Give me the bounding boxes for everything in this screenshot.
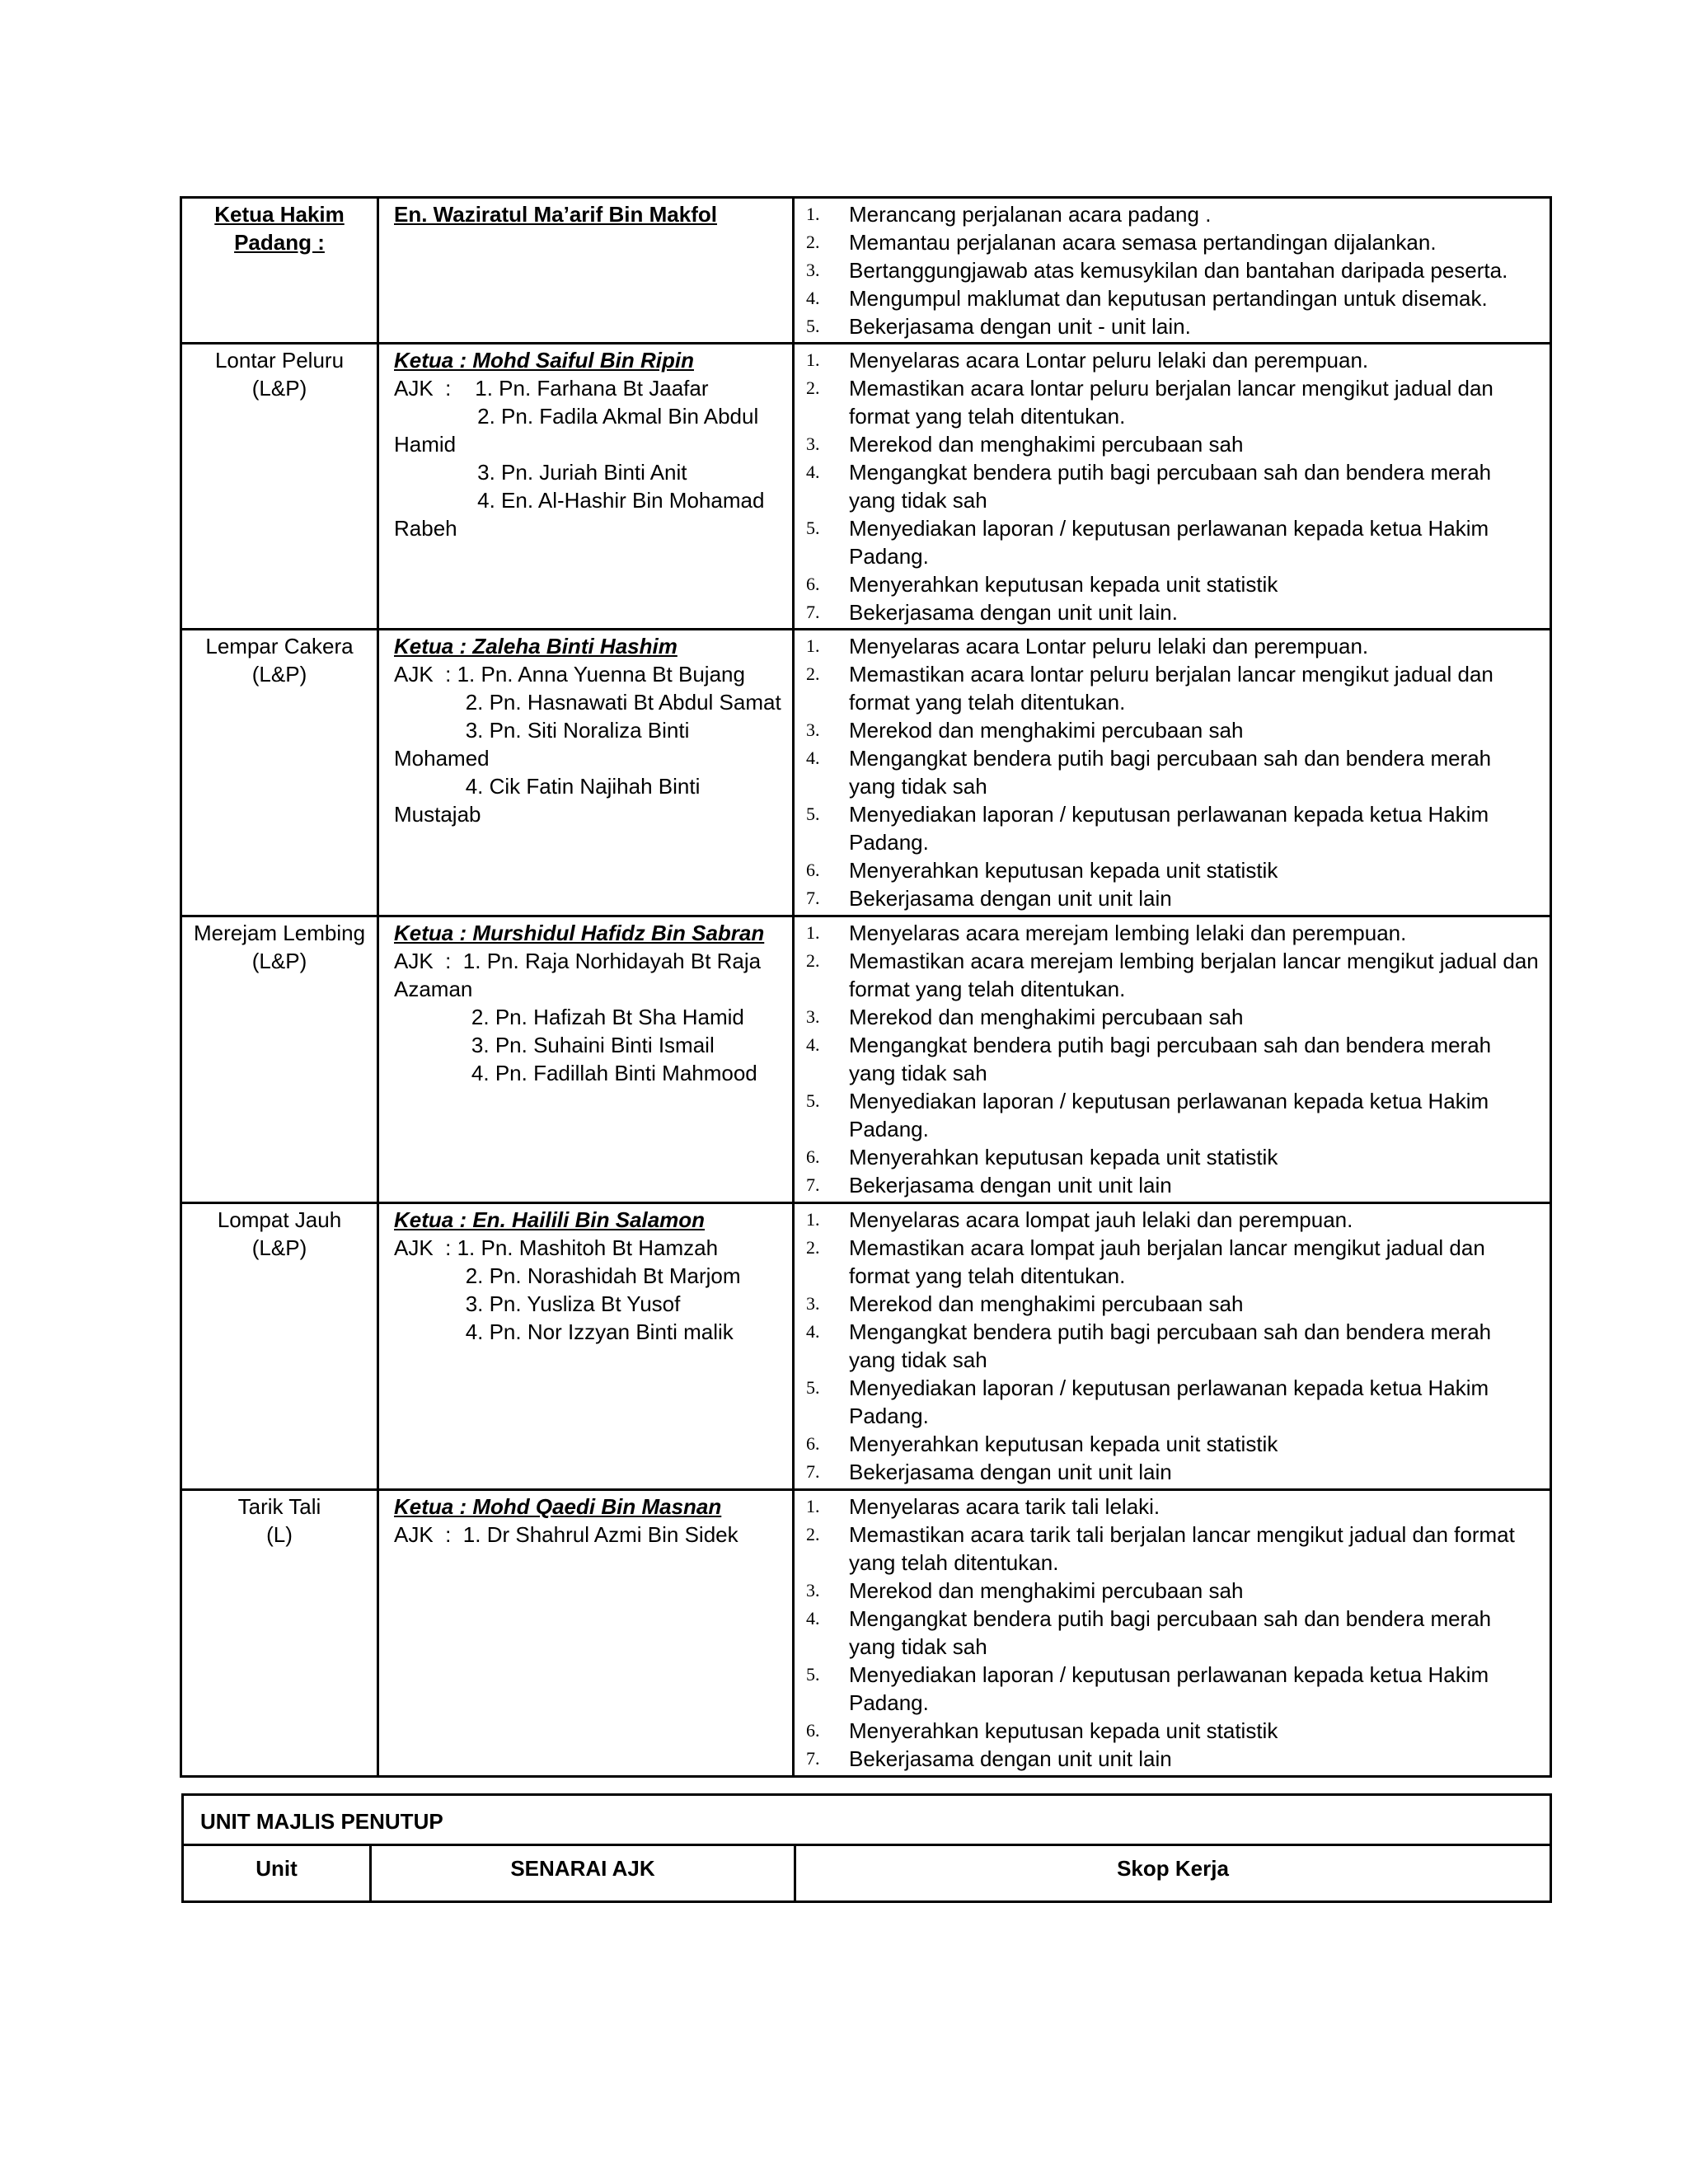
- scope-item-number: 3.: [806, 260, 820, 280]
- scope-item-number: 1.: [806, 635, 820, 656]
- scope-item-text: Merekod dan menghakimi percubaan sah: [849, 1291, 1244, 1316]
- ajk-member-line: 2. Pn. Hafizah Bt Sha Hamid: [394, 1005, 744, 1029]
- scope-item-text: Menyelaras acara Lontar peluru lelaki dan perempuan.: [849, 634, 1369, 658]
- scope-item-number: 6.: [806, 1720, 820, 1741]
- scope-item-text: Bertanggungjawab atas kemusykilan dan bantahan daripada peserta.: [849, 258, 1508, 283]
- scope-item-text: Mengangkat bendera putih bagi percubaan sah dan bendera merah yang tidak sah: [849, 746, 1492, 799]
- scope-item-number: 3.: [806, 1293, 820, 1314]
- scope-item-number: 4.: [806, 462, 820, 482]
- scope-item-text: Mengumpul maklumat dan keputusan pertandingan untuk disemak.: [849, 286, 1488, 311]
- scope-item-text: Menyelaras acara Lontar peluru lelaki dan perempuan.: [849, 348, 1369, 373]
- scope-item: [806, 1087, 1541, 1143]
- scope-list: [806, 200, 1541, 340]
- scope-item-number: 7.: [806, 1461, 820, 1482]
- scope-item-number: 4.: [806, 288, 820, 308]
- scope-item-number: 1.: [806, 349, 820, 370]
- scope-item-number: 7.: [806, 602, 820, 622]
- scope-item-number: 2.: [806, 232, 820, 252]
- ajk-member-line: 2. Pn. Norashidah Bt Marjom: [394, 1263, 741, 1288]
- scope-item: [806, 1003, 1541, 1031]
- unit-cell: [181, 344, 378, 630]
- scope-item: [806, 1430, 1541, 1458]
- committee-table: [180, 196, 1552, 1778]
- unit-name-line: Padang :: [234, 230, 325, 255]
- ajk-cell: [378, 198, 794, 344]
- unit-cell: [181, 630, 378, 916]
- scope-item-text: Bekerjasama dengan unit unit lain: [849, 1173, 1172, 1197]
- scope-item-number: 3.: [806, 434, 820, 454]
- scope-item: [806, 1206, 1541, 1234]
- scope-item: [806, 1374, 1541, 1430]
- scope-item-number: 5.: [806, 1377, 820, 1398]
- scope-item-number: 6.: [806, 860, 820, 880]
- scope-item: [806, 598, 1541, 626]
- scope-item-number: 2.: [806, 377, 820, 398]
- scope-item-text: Mengangkat bendera putih bagi percubaan sah dan bendera merah yang tidak sah: [849, 1033, 1492, 1085]
- scope-item-number: 2.: [806, 1524, 820, 1544]
- scope-item-text: Merekod dan menghakimi percubaan sah: [849, 1005, 1244, 1029]
- scope-item-text: Menyerahkan keputusan kepada unit statistik: [849, 1432, 1278, 1456]
- table-row: [181, 916, 1551, 1203]
- scope-item: [806, 284, 1541, 312]
- scope-item: [806, 1493, 1541, 1521]
- ajk-cell: [378, 630, 794, 916]
- table-row: [181, 630, 1551, 916]
- ajk-member-line: Azaman: [394, 977, 473, 1001]
- scope-item: [806, 744, 1541, 800]
- ajk-cell: [378, 1490, 794, 1777]
- unit-cell: [181, 198, 378, 344]
- scope-item-text: Memastikan acara lontar peluru berjalan lancar mengikut jadual dan format yang telah ditentukan.: [849, 662, 1493, 715]
- unit-name-line: Ketua Hakim: [214, 202, 345, 227]
- scope-list: [806, 1493, 1541, 1773]
- scope-item: [806, 1717, 1541, 1745]
- scope-item-text: Memastikan acara lompat jauh berjalan lancar mengikut jadual dan format yang telah ditentukan.: [849, 1235, 1485, 1288]
- unit-cell: [181, 916, 378, 1203]
- ajk-cell: [378, 344, 794, 630]
- scope-item-number: 1.: [806, 204, 820, 224]
- scope-item-text: Menyediakan laporan / keputusan perlawanan kepada ketua Hakim Padang.: [849, 1376, 1489, 1428]
- ajk-member-line: Rabeh: [394, 516, 457, 541]
- scope-item-number: 1.: [806, 1496, 820, 1516]
- ajk-member-line: 4. Pn. Fadillah Binti Mahmood: [394, 1061, 757, 1085]
- scope-item-number: 4.: [806, 748, 820, 768]
- scope-item: [806, 228, 1541, 256]
- committee-leader: Ketua : En. Hailili Bin Salamon: [394, 1207, 706, 1232]
- scope-list: [806, 919, 1541, 1199]
- scope-item-text: Menyelaras acara tarik tali lelaki.: [849, 1494, 1160, 1519]
- scope-item: [806, 1661, 1541, 1717]
- header-unit: Unit: [183, 1845, 371, 1902]
- scope-item-text: Menyediakan laporan / keputusan perlawanan kepada ketua Hakim Padang.: [849, 516, 1489, 569]
- scope-item-text: Menyediakan laporan / keputusan perlawanan kepada ketua Hakim Padang.: [849, 802, 1489, 855]
- ajk-member-line: Hamid: [394, 432, 457, 457]
- table-row: [181, 198, 1551, 344]
- scope-item-text: Mengangkat bendera putih bagi percubaan sah dan bendera merah yang tidak sah: [849, 460, 1492, 513]
- scope-item-text: Mengangkat bendera putih bagi percubaan sah dan bendera merah yang tidak sah: [849, 1319, 1492, 1372]
- scope-item-number: 2.: [806, 1237, 820, 1258]
- ajk-member-line: AJK : 1. Pn. Anna Yuenna Bt Bujang: [394, 662, 745, 687]
- ajk-cell: [378, 916, 794, 1203]
- scope-item: [806, 919, 1541, 947]
- ajk-member-line: AJK : 1. Pn. Farhana Bt Jaafar: [394, 376, 709, 401]
- scope-item-text: Menyerahkan keputusan kepada unit statistik: [849, 1718, 1278, 1743]
- scope-item-text: Bekerjasama dengan unit unit lain: [849, 886, 1172, 911]
- scope-item-text: Memastikan acara merejam lembing berjalan lancar mengikut jadual dan format yang telah ditentukan.: [849, 949, 1539, 1001]
- unit-name-line: (L&P): [251, 949, 307, 973]
- scope-item-number: 4.: [806, 1608, 820, 1629]
- scope-item-number: 5.: [806, 316, 820, 336]
- scope-item: [806, 884, 1541, 912]
- committee-leader: Ketua : Zaleha Binti Hashim: [394, 634, 678, 658]
- scope-item-text: Menyediakan laporan / keputusan perlawanan kepada ketua Hakim Padang.: [849, 1662, 1489, 1715]
- scope-list: [806, 346, 1541, 626]
- scope-item: [806, 256, 1541, 284]
- scope-item-text: Mengangkat bendera putih bagi percubaan sah dan bendera merah yang tidak sah: [849, 1606, 1492, 1659]
- scope-item-text: Merekod dan menghakimi percubaan sah: [849, 718, 1244, 743]
- unit-name-line: (L): [266, 1522, 293, 1547]
- scope-item: [806, 1031, 1541, 1087]
- ajk-member-line: 3. Pn. Siti Noraliza Binti Mohamed: [394, 718, 696, 771]
- scope-item: [806, 1143, 1541, 1171]
- scope-item-number: 1.: [806, 1209, 820, 1230]
- scope-list: [806, 632, 1541, 912]
- scope-item: [806, 716, 1541, 744]
- scope-item-number: 5.: [806, 1664, 820, 1685]
- scope-item-text: Merancang perjalanan acara padang .: [849, 202, 1212, 227]
- scope-item-text: Menyediakan laporan / keputusan perlawanan kepada ketua Hakim Padang.: [849, 1089, 1489, 1141]
- ajk-member-line: 4. Pn. Nor Izzyan Binti malik: [394, 1319, 734, 1344]
- scope-item-text: Bekerjasama dengan unit - unit lain.: [849, 314, 1191, 339]
- penutup-header-row: [183, 1845, 1551, 1902]
- scope-item-text: Menyerahkan keputusan kepada unit statistik: [849, 1145, 1278, 1169]
- scope-item: [806, 632, 1541, 660]
- unit-name-line: (L&P): [251, 1235, 307, 1260]
- scope-item-number: 4.: [806, 1321, 820, 1342]
- committee-leader: Ketua : Mohd Saiful Bin Ripin: [394, 348, 694, 373]
- committee-leader: Ketua : Murshidul Hafidz Bin Sabran: [394, 921, 765, 945]
- scope-item: [806, 1745, 1541, 1773]
- scope-item: [806, 200, 1541, 228]
- scope-cell: [794, 916, 1551, 1203]
- scope-item: [806, 346, 1541, 374]
- scope-item-number: 5.: [806, 804, 820, 824]
- scope-item: [806, 1318, 1541, 1374]
- scope-item-number: 7.: [806, 1174, 820, 1195]
- scope-item-number: 3.: [806, 1006, 820, 1027]
- scope-item-text: Memastikan acara tarik tali berjalan lancar mengikut jadual dan format yang telah ditentukan.: [849, 1522, 1515, 1575]
- scope-item-number: 5.: [806, 1090, 820, 1111]
- ajk-member-line: 2. Pn. Hasnawati Bt Abdul Samat: [394, 690, 781, 715]
- table-row: [181, 344, 1551, 630]
- unit-name-line: Lempar Cakera: [205, 634, 354, 658]
- scope-item: [806, 1458, 1541, 1486]
- header-skop-kerja: Skop Kerja: [795, 1845, 1551, 1902]
- scope-cell: [794, 344, 1551, 630]
- scope-item: [806, 800, 1541, 856]
- scope-item-number: 6.: [806, 574, 820, 594]
- scope-item-text: Merekod dan menghakimi percubaan sah: [849, 1578, 1244, 1603]
- scope-item: [806, 374, 1541, 430]
- penutup-table: [181, 1793, 1552, 1903]
- scope-item-text: Menyelaras acara lompat jauh lelaki dan perempuan.: [849, 1207, 1353, 1232]
- scope-item: [806, 312, 1541, 340]
- scope-item: [806, 514, 1541, 570]
- scope-item: [806, 1234, 1541, 1290]
- scope-item-text: Bekerjasama dengan unit unit lain.: [849, 600, 1178, 625]
- unit-name-line: (L&P): [251, 662, 307, 687]
- committee-leader: Ketua : Mohd Qaedi Bin Masnan: [394, 1494, 722, 1519]
- ajk-member-line: 3. Pn. Juriah Binti Anit: [394, 460, 687, 485]
- ajk-member-line: 3. Pn. Suhaini Binti Ismail: [394, 1033, 715, 1057]
- scope-item: [806, 1577, 1541, 1605]
- ajk-member-line: 4. Cik Fatin Najihah Binti Mustajab: [394, 774, 706, 827]
- scope-item: [806, 1290, 1541, 1318]
- ajk-member-line: AJK : 1. Pn. Raja Norhidayah Bt Raja: [394, 949, 762, 973]
- table-row: [181, 1490, 1551, 1777]
- scope-item-text: Menyerahkan keputusan kepada unit statistik: [849, 572, 1278, 597]
- scope-item-text: Memastikan acara lontar peluru berjalan lancar mengikut jadual dan format yang telah ditentukan.: [849, 376, 1493, 429]
- unit-name-line: Merejam Lembing: [193, 921, 366, 945]
- scope-item: [806, 458, 1541, 514]
- scope-item: [806, 856, 1541, 884]
- committee-table-body: [181, 198, 1551, 1777]
- table-row: [181, 1203, 1551, 1490]
- scope-item-number: 2.: [806, 950, 820, 971]
- scope-list: [806, 1206, 1541, 1486]
- ajk-cell: [378, 1203, 794, 1490]
- scope-cell: [794, 198, 1551, 344]
- scope-cell: [794, 1203, 1551, 1490]
- scope-item-text: Bekerjasama dengan unit unit lain: [849, 1746, 1172, 1771]
- scope-item: [806, 1171, 1541, 1199]
- unit-name-line: Lompat Jauh: [217, 1207, 342, 1232]
- unit-name-line: (L&P): [251, 376, 307, 401]
- scope-item: [806, 430, 1541, 458]
- scope-item: [806, 947, 1541, 1003]
- scope-item-text: Menyerahkan keputusan kepada unit statistik: [849, 858, 1278, 883]
- ajk-member-line: 3. Pn. Yusliza Bt Yusof: [394, 1291, 681, 1316]
- committee-leader: En. Waziratul Ma’arif Bin Makfol: [394, 202, 717, 227]
- scope-item-number: 7.: [806, 1748, 820, 1769]
- unit-name-line: Tarik Tali: [237, 1494, 321, 1519]
- scope-cell: [794, 630, 1551, 916]
- scope-item-number: 2.: [806, 663, 820, 684]
- unit-cell: [181, 1490, 378, 1777]
- scope-item-number: 3.: [806, 719, 820, 740]
- scope-item-text: Merekod dan menghakimi percubaan sah: [849, 432, 1244, 457]
- unit-cell: [181, 1203, 378, 1490]
- scope-cell: [794, 1490, 1551, 1777]
- ajk-member-line: AJK : 1. Pn. Mashitoh Bt Hamzah: [394, 1235, 719, 1260]
- scope-item-number: 4.: [806, 1034, 820, 1055]
- ajk-member-line: 4. En. Al-Hashir Bin Mohamad: [394, 488, 765, 513]
- unit-name-line: Lontar Peluru: [214, 348, 345, 373]
- scope-item-number: 6.: [806, 1146, 820, 1167]
- scope-item-number: 5.: [806, 518, 820, 538]
- ajk-member-line: AJK : 1. Dr Shahrul Azmi Bin Sidek: [394, 1522, 738, 1547]
- scope-item-text: Bekerjasama dengan unit unit lain: [849, 1460, 1172, 1484]
- scope-item: [806, 1605, 1541, 1661]
- scope-item: [806, 660, 1541, 716]
- scope-item-number: 1.: [806, 922, 820, 943]
- scope-item-text: Menyelaras acara merejam lembing lelaki dan perempuan.: [849, 921, 1407, 945]
- scope-item: [806, 1521, 1541, 1577]
- scope-item-number: 6.: [806, 1433, 820, 1454]
- penutup-title-row: [183, 1795, 1551, 1845]
- scope-item-number: 3.: [806, 1580, 820, 1601]
- penutup-title: UNIT MAJLIS PENUTUP: [183, 1795, 1551, 1845]
- ajk-member-line: 2. Pn. Fadila Akmal Bin Abdul: [394, 404, 759, 429]
- scope-item-number: 7.: [806, 888, 820, 908]
- header-senarai-ajk: SENARAI AJK: [371, 1845, 795, 1902]
- scope-item: [806, 570, 1541, 598]
- scope-item-text: Memantau perjalanan acara semasa pertandingan dijalankan.: [849, 230, 1437, 255]
